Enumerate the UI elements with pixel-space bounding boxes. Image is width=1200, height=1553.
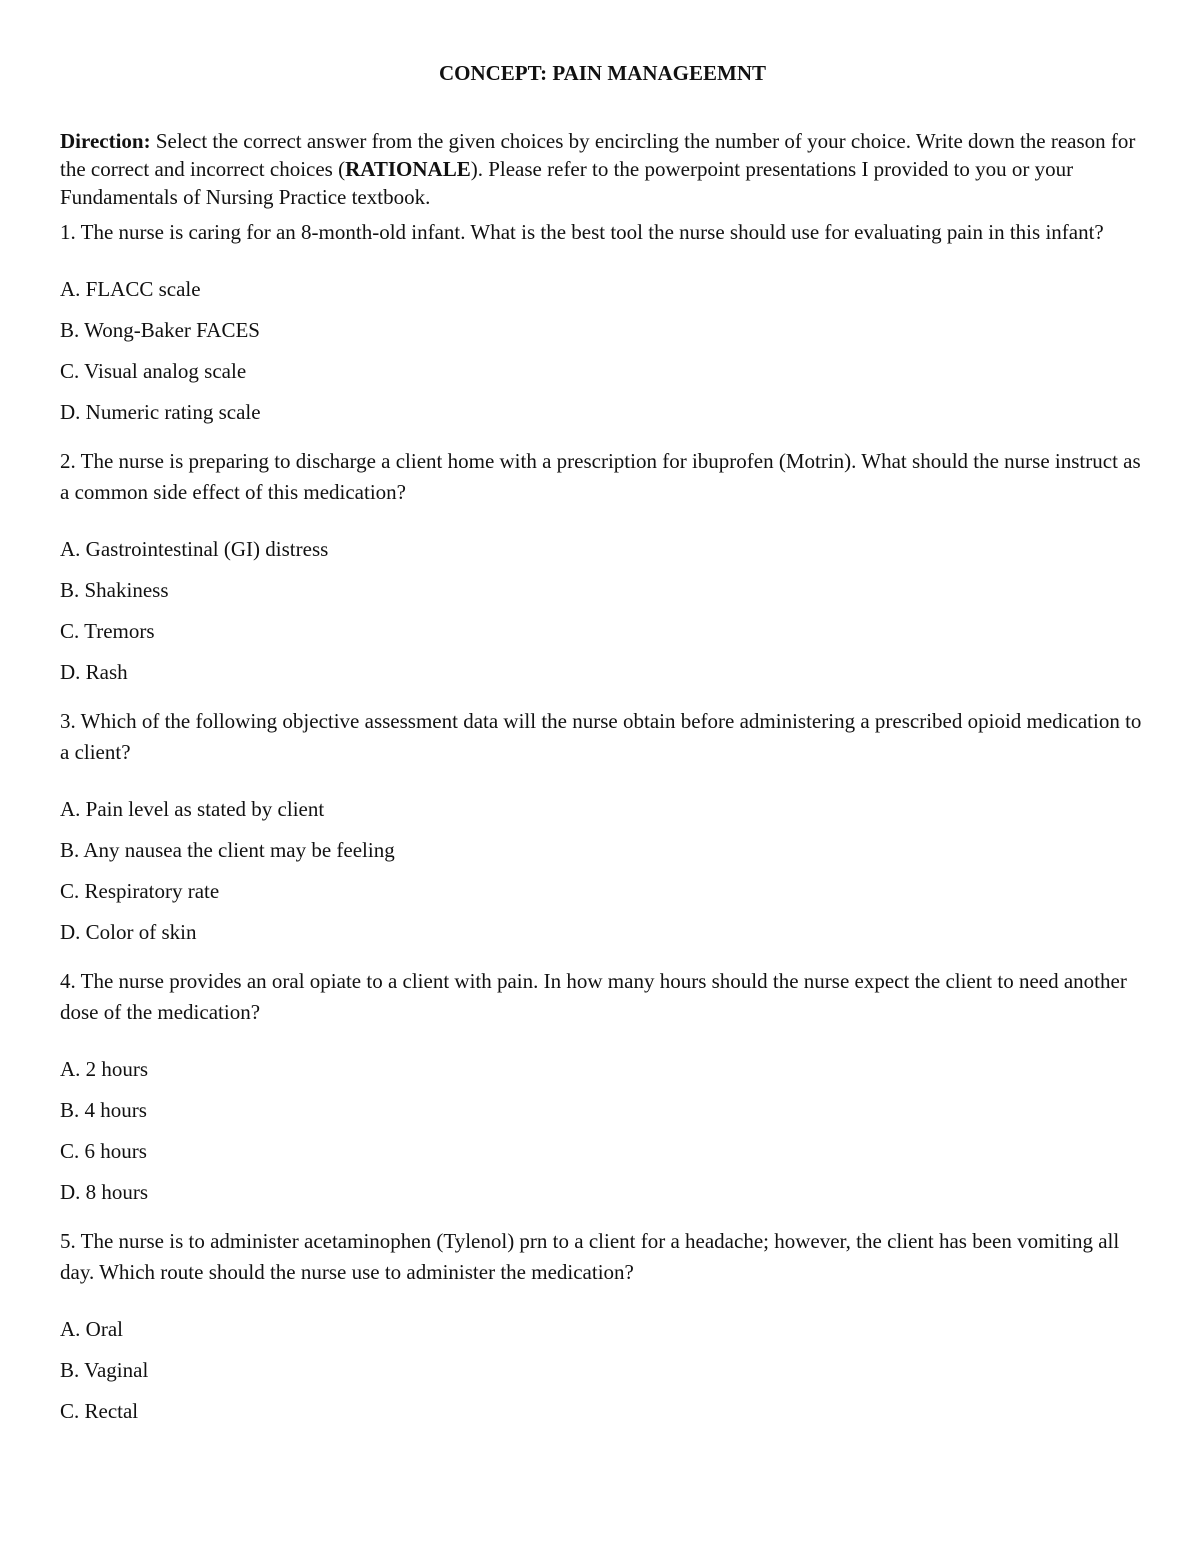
question-5	[60, 1226, 1145, 1438]
page-title: CONCEPT: PAIN MANAGEEMNT	[438, 61, 767, 85]
answer-options	[60, 275, 1145, 439]
answer-option[interactable]: A. 2 hours	[60, 1057, 149, 1081]
answer-option[interactable]: D. Rash	[60, 660, 128, 684]
answer-options	[60, 535, 1145, 699]
answer-option[interactable]: A. Gastrointestinal (GI) distress	[60, 537, 329, 561]
answer-options	[60, 1315, 1145, 1438]
question-stem: 2. The nurse is preparing to discharge a client home with a prescription for ibuprofen (Motrin). What should the nurse instruct as a common side effect of this medication?	[60, 449, 1141, 504]
direction-paragraph	[60, 127, 1145, 211]
answer-option[interactable]: C. Visual analog scale	[60, 359, 247, 383]
answer-option[interactable]: B. Wong-Baker FACES	[60, 318, 260, 342]
question-1	[60, 217, 1145, 439]
answer-option[interactable]: B. Shakiness	[60, 578, 169, 602]
question-stem: 4. The nurse provides an oral opiate to a client with pain. In how many hours should the nurse expect the client to need another dose of the medication?	[60, 969, 1127, 1024]
answer-option[interactable]: C. 6 hours	[60, 1139, 147, 1163]
answer-options	[60, 1055, 1145, 1219]
answer-option[interactable]: D. Color of skin	[60, 920, 197, 944]
answer-option[interactable]: C. Respiratory rate	[60, 879, 220, 903]
spacer	[60, 959, 1145, 966]
answer-option[interactable]: C. Tremors	[60, 619, 155, 643]
direction-emphasis: RATIONALE	[345, 157, 471, 181]
answer-option[interactable]: A. Pain level as stated by client	[60, 797, 325, 821]
spacer	[60, 1219, 1145, 1226]
answer-option[interactable]: C. Rectal	[60, 1399, 139, 1423]
question-stem: 1. The nurse is caring for an 8-month-old infant. What is the best tool the nurse should use for evaluating pain in this infant?	[60, 220, 1104, 244]
answer-option[interactable]: B. 4 hours	[60, 1098, 147, 1122]
answer-option[interactable]: A. FLACC scale	[60, 277, 201, 301]
question-4	[60, 966, 1145, 1219]
direction-label: Direction:	[60, 129, 151, 153]
answer-option[interactable]: B. Vaginal	[60, 1358, 149, 1382]
answer-option[interactable]: A. Oral	[60, 1317, 123, 1341]
spacer	[60, 439, 1145, 446]
answer-options	[60, 795, 1145, 959]
answer-option[interactable]: D. Numeric rating scale	[60, 400, 261, 424]
direction-text-1: Select the correct answer from the given choices by encircling the number of your choice. Write down the reason for the correct and incorrect choices (	[60, 129, 1136, 181]
question-2	[60, 446, 1145, 699]
answer-option[interactable]: D. 8 hours	[60, 1180, 149, 1204]
spacer	[60, 699, 1145, 706]
question-stem: 3. Which of the following objective assessment data will the nurse obtain before administering a prescribed opioid medication to a client?	[60, 709, 1142, 764]
question-stem: 5. The nurse is to administer acetaminophen (Tylenol) prn to a client for a headache; however, the client has been vomiting all day. Which route should the nurse use to administer the medication?	[60, 1229, 1120, 1284]
answer-option[interactable]: B. Any nausea the client may be feeling	[60, 838, 395, 862]
direction-text-2: ). Please refer to the powerpoint presentations I provided to you or your Fundamentals of Nursing Practice textbook.	[60, 157, 1074, 209]
document-page	[60, 56, 1145, 1438]
question-3	[60, 706, 1145, 959]
